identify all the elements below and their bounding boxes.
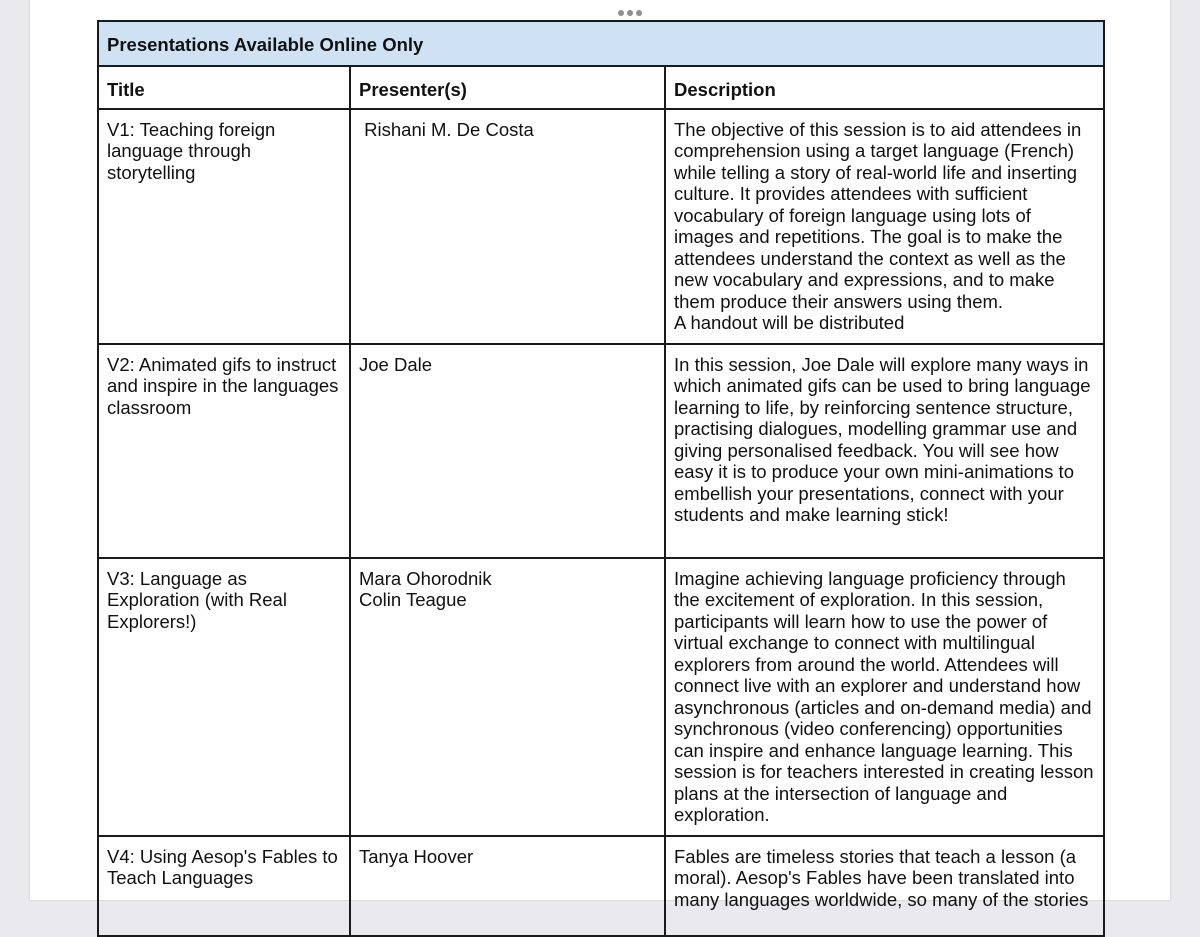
row-title: V1: Teaching foreign language through storytelling xyxy=(98,109,350,344)
presenter-name: Tanya Hoover xyxy=(359,845,474,867)
row-title: V2: Animated gifs to instruct and inspire in the languages classroom xyxy=(98,344,350,558)
presenter-name: Mara Ohorodnik xyxy=(359,567,492,589)
row-title: V3: Language as Exploration (with Real Explorers!) xyxy=(98,558,350,836)
table-banner-row xyxy=(98,21,1104,66)
row-presenters xyxy=(350,109,665,344)
grip-dot xyxy=(627,10,633,16)
header-description: Description xyxy=(665,66,1104,109)
row-presenters xyxy=(350,836,665,936)
row-description xyxy=(665,109,1104,344)
presentations-table xyxy=(97,20,1105,937)
row-description xyxy=(665,344,1104,558)
description-note: A handout will be distributed xyxy=(674,312,905,333)
table-row xyxy=(98,558,1104,836)
more-options-icon[interactable] xyxy=(618,10,642,16)
table-row xyxy=(98,344,1104,558)
presenter-name: Joe Dale xyxy=(359,353,433,375)
row-presenters xyxy=(350,344,665,558)
table-row xyxy=(98,836,1104,936)
header-presenters: Presenter(s) xyxy=(350,66,665,109)
table-banner: Presentations Available Online Only xyxy=(98,21,1104,66)
description-text: Imagine achieving language proficiency through the excitement of exploration. In this session, participants will learn how to use the power of virtual exchange to connect with multilingual explorers from around the world. Attendees will connect live with an explorer and understand how asynchronous (articles and on-demand media) and synchronous (video conferencing) opportunities can inspire and enhance language learning. This session is for teachers interested in creating lesson plans at the intersection of language and exploration. xyxy=(674,567,1094,825)
table-row xyxy=(98,109,1104,344)
grip-dot xyxy=(618,10,624,16)
description-text: The objective of this session is to aid attendees in comprehension using a target language (French) while telling a story of real-world life and inserting culture. It provides attendees with sufficient vocabulary of foreign language using lots of images and repetitions. The goal is to make the attendees understand the context as well as the new vocabulary and expressions, and to make them produce their answers using them. xyxy=(674,118,1082,312)
header-title: Title xyxy=(98,66,350,109)
description-text: Fables are timeless stories that teach a lesson (a moral). Aesop's Fables have been translated into many languages worldwide, so many of the stories xyxy=(674,845,1089,910)
presenter-name: Rishani M. De Costa xyxy=(359,118,534,140)
row-description xyxy=(665,836,1104,936)
presenter-name: Colin Teague xyxy=(359,589,467,610)
row-description xyxy=(665,558,1104,836)
row-title: V4: Using Aesop's Fables to Teach Languages xyxy=(98,836,350,936)
description-text: In this session, Joe Dale will explore many ways in which animated gifs can be used to bring language learning to life, by reinforcing sentence structure, practising dialogues, modelling grammar use and giving personalised feedback. You will see how easy it is to produce your own mini-animations to embellish your presentations, connect with your students and make learning stick! xyxy=(674,353,1091,525)
table-header-row xyxy=(98,66,1104,109)
grip-dot xyxy=(636,10,642,16)
row-presenters xyxy=(350,558,665,836)
